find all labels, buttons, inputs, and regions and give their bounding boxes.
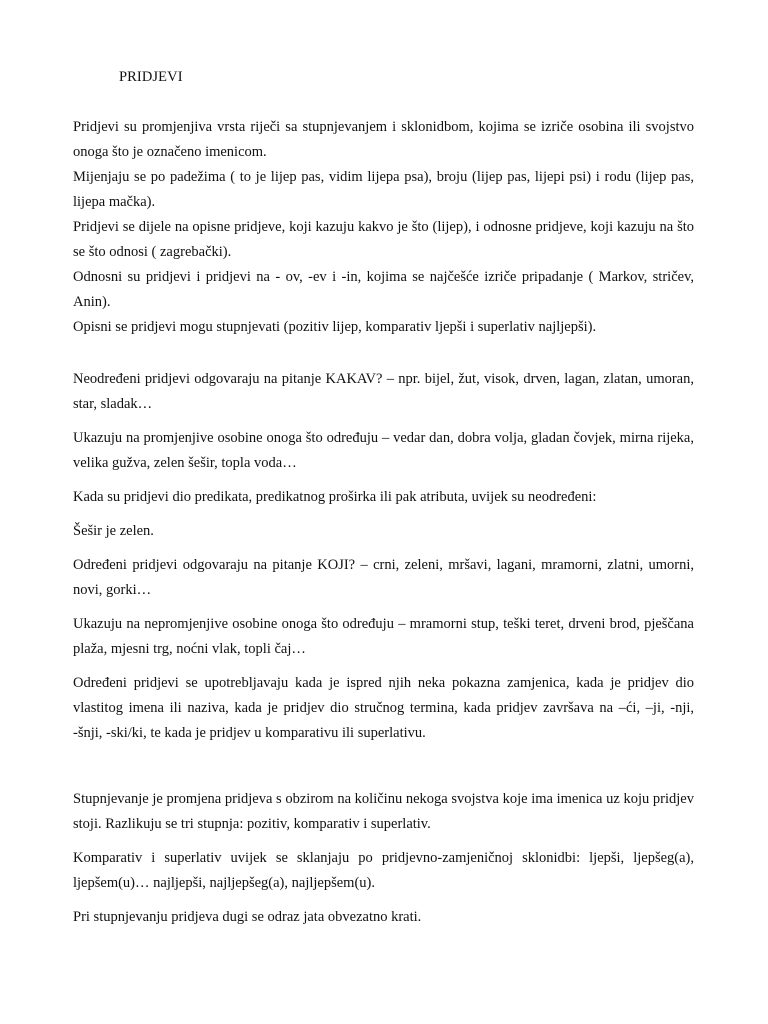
paragraph: Pridjevi su promjenjiva vrsta riječi sa stupnjevanjem i sklonidbom, kojima se izriče osobina ili svojstvo onoga što je označeno imenicom. — [73, 119, 694, 160]
paragraph: Komparativ i superlativ uvijek se sklanjaju po pridjevno-zamjeničnoj sklonidbi: ljepši, ljepšeg(a), ljepšem(u)… najljepši, najljepšeg(a), najljepšem(u). — [73, 850, 694, 891]
paragraph: Određeni pridjevi odgovaraju na pitanje KOJI? – crni, zeleni, mršavi, lagani, mramorni, zlatni, umorni, novi, gorki… — [73, 557, 694, 598]
paragraph: Opisni se pridjevi mogu stupnjevati (pozitiv lijep, komparativ ljepši i superlativ najljepši). — [73, 319, 597, 335]
paragraph: Kada su pridjevi dio predikata, predikatnog proširka ili pak atributa, uvijek su neodređeni: — [73, 489, 597, 505]
paragraph: Određeni pridjevi se upotrebljavaju kada je ispred njih neka pokazna zamjenica, kada je pridjev dio vlastitog imena ili naziva, kada je pridjev dio stručnog termina, kada pridjev završava na –ći, –ji, -nji, -šnji, -ski/ki, te kada je pridjev u komparativu ili superlativu. — [73, 675, 694, 741]
document-title: PRIDJEVI — [119, 69, 183, 85]
section-comparison — [73, 787, 694, 939]
paragraph: Ukazuju na nepromjenjive osobine onoga što određuju – mramorni stup, teški teret, drveni brod, pješčana plaža, mjesni trg, noćni vlak, topli čaj… — [73, 616, 694, 657]
paragraph: Ukazuju na promjenjive osobine onoga što određuju – vedar dan, dobra volja, gladan čovjek, mirna rijeka, velika gužva, zelen šešir, topla voda… — [73, 430, 694, 471]
paragraph: Mijenjaju se po padežima ( to je lijep pas, vidim lijepa psa), broju (lijep pas, lijepi psi) i rodu (lijep pas, lijepa mačka). — [73, 169, 694, 210]
section-definiteness — [73, 367, 694, 755]
section-definition — [73, 115, 694, 340]
paragraph: Odnosni su pridjevi i pridjevi na - ov, -ev i -in, kojima se najčešće izriče pripadanje ( Markov, stričev, Anin). — [73, 269, 694, 310]
paragraph: Pridjevi se dijele na opisne pridjeve, koji kazuju kakvo je što (lijep), i odnosne pridjeve, koji kazuju na što se što odnosi ( zagrebački). — [73, 219, 694, 260]
paragraph: Neodređeni pridjevi odgovaraju na pitanje KAKAV? – npr. bijel, žut, visok, drven, lagan, zlatan, umoran, star, sladak… — [73, 371, 694, 412]
paragraph: Pri stupnjevanju pridjeva dugi se odraz jata obvezatno krati. — [73, 909, 422, 925]
paragraph: Stupnjevanje je promjena pridjeva s obzirom na količinu nekoga svojstva koje ima imenica uz koju pridjev stoji. Razlikuju se tri stupnja: pozitiv, komparativ i superlativ. — [73, 791, 694, 832]
paragraph: Šešir je zelen. — [73, 523, 154, 539]
